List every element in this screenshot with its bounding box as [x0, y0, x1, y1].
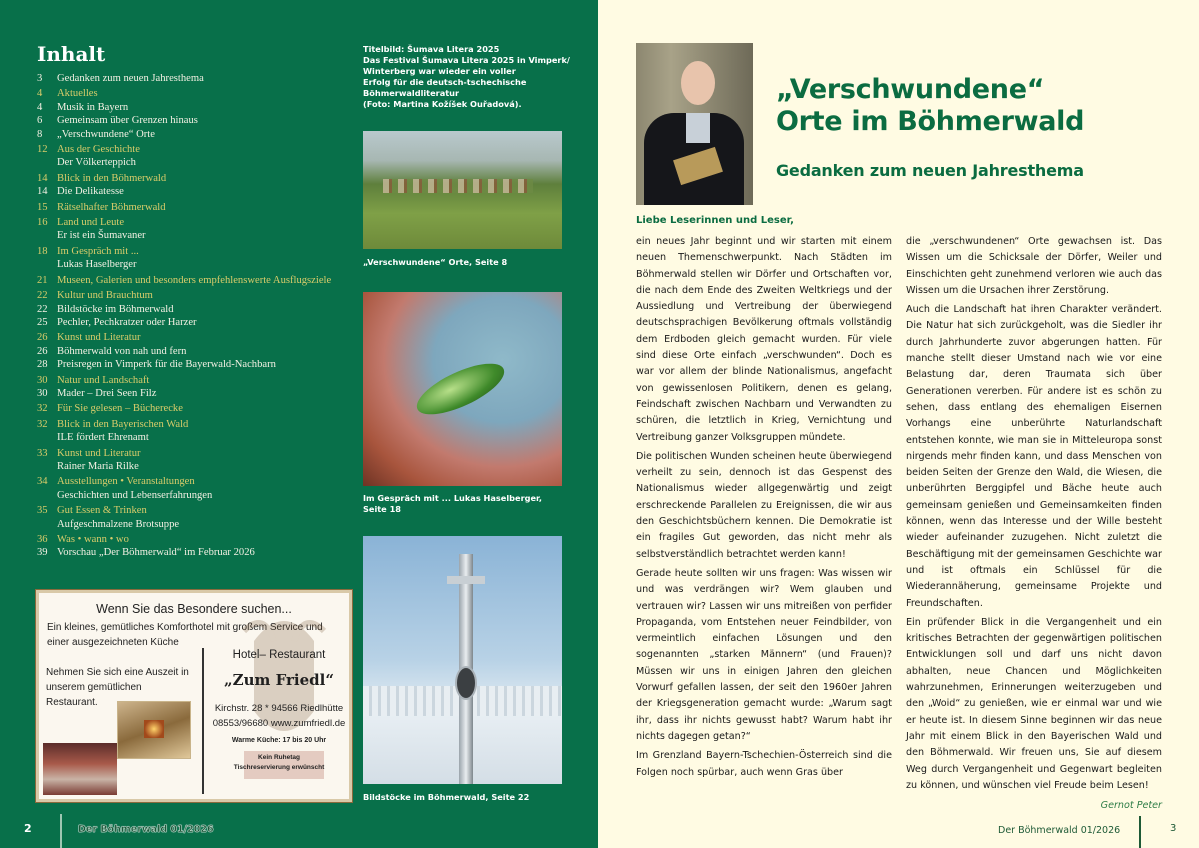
toc-page-number: 36: [37, 534, 48, 545]
toc-entry-title: Bildstöcke im Böhmerwald: [57, 303, 174, 315]
footer-right: [598, 810, 1199, 848]
author-portrait: [636, 43, 753, 205]
toc-entry: [37, 258, 357, 271]
toc-entry-title: Der Völkerteppich: [57, 157, 136, 169]
toc-page-number: 33: [37, 447, 48, 459]
toc-page-number: 32: [37, 418, 48, 430]
toc-entry: [37, 216, 357, 229]
cover-caption-line: Das Festival Šumava Litera 2025 in Vimperk/: [363, 55, 570, 65]
page-number: 3: [1170, 823, 1177, 834]
paragraph: Ein prüfender Blick in die Vergangenheit und ein kritisches Betrachten der gegenwärtigen politischen Entwicklungen soll und darf uns nicht davon abhalten, neue Chancen und Möglichkeiten wahrzunehmen, Erinnerungen weiterzugeben und den „Woid“ zu genießen, wie er einmal war und wie er heute ist. In diesem Sinne beginnen wir das neue Jahr mit einem Blick in den Bayerischen Wald und den Böhmerwald. Wir freuen uns, Sie auf diesem Weg durch Vergangenheit und Gegenwart begleiten zu können, und wünschen viel Freude beim Lesen!: [906, 616, 1162, 791]
toc-entry: [37, 274, 357, 287]
greeting: Liebe Leserinnen und Leser,: [636, 215, 794, 226]
toc-page-number: 21: [37, 274, 48, 286]
toc-page-number: [37, 431, 57, 444]
toc-entry: [37, 345, 357, 358]
village-photo-caption: „Verschwundene“ Orte, Seite 8: [363, 257, 508, 267]
paragraph: Auch die Landschaft hat ihren Charakter verändert. Die Natur hat sich zurückgeholt, was die Siedler ihr durch Jahrhunderte zuvor abgerungen hatten. Für manche stellt dieser Umstand nach wie vor eine Belastung dar, deren Traumata sich über Generationen vererben. Für andere ist es schön zu sehen, dass entlang des ehemaligen Eisernen Vorhangs eine unberührte Naturlandschaft entstehen konnte, wie man sie in Mitteleuropa sonst nirgends mehr finden kann, und dass Menschen von beiden Seiten der Grenze den Wald, die Wiesen, die unberührten Berggipfel und Bäche heute auch gemeinsam genießen und Gemeinsamkeiten finden können, wenn das Interesse und der Wille besteht wieder aufeinander zuzugehen. Nicht zuletzt die Beschäftigung mit der gemeinsamen Geschichte war und ist oftmals ein Schlüssel für die Wiederannäherung, gemeinsame Projekte und Freundschaften.: [906, 304, 1162, 609]
toc-entry: [37, 172, 357, 185]
ad-right-column: [209, 645, 349, 771]
toc-title: Inhalt: [37, 42, 106, 66]
paragraph: ein neues Jahr beginnt und wir starten mit einem neuen Themenschwerpunkt. Nach Städten im Böhmerwald stellen wir Dörfer und Ortschaften vor, die nach dem Ende des Zweiten Weltkriegs und der Aussiedlung und Vertreibung der überwiegend deutschsprachigen Bevölkerung oftmals vollständig dem Erdboden gleich gemacht wurden. Für viele sind diese Orte einfach „verschwunden“. Doch es war vor allem der blinde Nationalismus, angefacht von gewissenlosen Politikern, denen es gelang, Feindschaft zwischen Nachbarn und Verwandten zu schüren, die letztlich in Krieg, Vernichtung und Vertreibung ganzer Volksgruppen mündete.: [636, 236, 892, 443]
toc-page-number: 15: [37, 201, 48, 213]
toc-entry-title: Pechler, Pechkratzer oder Harzer: [57, 316, 197, 328]
toc-entry-title: Musik in Bayern: [57, 101, 129, 113]
portrait-head: [681, 61, 715, 105]
ad-left-text: Nehmen Sie sich eine Auszeit in unserem gemütlichen Restaurant.: [46, 667, 189, 708]
toc-page-number: 12: [37, 144, 48, 156]
toc-entry-title: Kultur und Brauchtum: [57, 290, 153, 302]
toc-entry-title: Gemeinsam über Grenzen hinaus: [57, 115, 198, 127]
beetle-caption-line-1: Im Gespräch mit ... Lukas Haselberger,: [363, 493, 542, 503]
toc-page-number: 22: [37, 290, 48, 302]
toc-page-number: 30: [37, 374, 48, 386]
toc-entry: [37, 518, 357, 531]
toc-page-number: 28: [37, 359, 48, 371]
ad-phone-web: 08553/96680 www.zumfriedl.de: [212, 718, 346, 729]
toc-entry: [37, 447, 357, 460]
toc-entry: [37, 289, 357, 302]
cover-caption-line: Erfolg für die deutsch-tschechische: [363, 77, 527, 87]
cover-caption-line: (Foto: Martina Kožíšek Ouřadová).: [363, 99, 522, 109]
left-page: [0, 0, 598, 848]
toc-page-number: 26: [37, 345, 48, 357]
table-of-contents: [37, 42, 357, 560]
village-photo: [363, 131, 562, 249]
cross-plaque: [455, 666, 477, 700]
toc-entry-title: „Verschwundene“ Orte: [57, 128, 155, 140]
toc-page-number: 25: [37, 316, 48, 328]
beetle-photo-caption: [363, 493, 583, 515]
village-houses: [383, 179, 533, 193]
toc-page-number: 30: [37, 387, 48, 399]
paragraph: Die politischen Wunden scheinen heute überwiegend verheilt zu sein, dennoch ist das Gespenst des Nationalismus wieder allgegenwärtig und zeigt erschreckende Parallelen zu Ereignissen, die wir aus den Geschichtsbüchern kennen. Die Demokratie ist ein fragiles Gut geworden, das nicht mehr als selbstverständlich betrachtet werden kann!: [636, 450, 892, 560]
ad-hotel-name: „Zum Friedl“: [224, 671, 334, 689]
article-subtitle: Gedanken zum neuen Jahresthema: [776, 161, 1084, 180]
toc-entry: [37, 316, 357, 329]
toc-entry-title: Für Sie gelesen – Bücherecke: [57, 403, 183, 415]
cover-caption: [363, 44, 583, 110]
toc-page-number: 18: [37, 245, 48, 257]
toc-page-number: 26: [37, 332, 48, 344]
toc-entry: [37, 387, 357, 400]
ad-headline: Wenn Sie das Besondere suchen...: [96, 602, 292, 616]
toc-entry-title: Was • wann • wo: [57, 534, 129, 545]
toc-entry-title: Rätselhafter Böhmerwald: [57, 201, 166, 213]
toc-entry-title: Vorschau „Der Böhmerwald“ im Februar 2026: [57, 547, 255, 559]
article-column-1: [636, 234, 892, 784]
toc-entry-title: Böhmerwald von nah und fern: [57, 345, 187, 357]
toc-entry: [37, 546, 357, 559]
toc-entry-title: Ausstellungen • Veranstaltungen: [57, 476, 195, 488]
toc-entry: [37, 87, 357, 100]
right-page: [598, 0, 1199, 848]
toc-entry: [37, 331, 357, 344]
ad-address: Kirchstr. 28 * 94566 Riedlhütte: [214, 703, 344, 714]
cover-caption-line: Böhmerwaldliteratur: [363, 88, 459, 98]
toc-entry-title: Gedanken zum neuen Jahresthema: [57, 73, 204, 84]
cross-bar: [447, 576, 485, 584]
toc-entry: [37, 418, 357, 431]
ad-subline-2: einer ausgezeichneten Küche: [47, 637, 179, 648]
article-title: [776, 74, 1176, 138]
toc-entry: [37, 143, 357, 156]
paragraph: die „verschwundenen“ Orte gewachsen ist. Das Wissen um die Schicksale der Dörfer, Weiler und Einschichten geht zunehmend verloren wie auch das Wissen um die Ursachen ihrer Zerstörung.: [906, 236, 1162, 296]
toc-page-number: 16: [37, 217, 48, 229]
toc-entry-title: Land und Leute: [57, 217, 125, 229]
toc-page-number: [37, 518, 57, 531]
toc-entry: [37, 229, 357, 242]
wayside-cross-photo: [363, 536, 562, 784]
toc-page-number: [37, 489, 57, 502]
ad-reservation: Tischreservierung erwünscht: [233, 764, 325, 771]
toc-entry-title: Natur und Landschaft: [57, 374, 150, 386]
ad-subline-1: Ein kleines, gemütliches Komforthotel mit großem Service und: [47, 622, 323, 633]
toc-page-number: 4: [37, 88, 43, 100]
toc-page-number: 39: [37, 547, 48, 559]
ad-kitchen-hours: Warme Küche: 17 bis 20 Uhr: [231, 737, 327, 744]
title-line-2: Orte im Böhmerwald: [776, 106, 1085, 137]
beetle-caption-line-2: Seite 18: [363, 504, 401, 514]
toc-entry-title: Rainer Maria Rilke: [57, 460, 139, 472]
toc-page-number: 3: [37, 73, 43, 84]
paragraph: Im Grenzland Bayern-Tschechien-Österreich sind die Folgen noch spürbar, auch wenn Gras über: [636, 750, 892, 778]
article-column-2: [906, 234, 1162, 814]
toc-entry: [37, 374, 357, 387]
toc-entry: [37, 533, 357, 546]
fireplace-photo: [117, 701, 191, 759]
toc-entry-title: Im Gespräch mit ...: [57, 245, 139, 257]
toc-entry-title: Mader – Drei Seen Filz: [57, 387, 157, 399]
toc-page-number: 32: [37, 403, 48, 415]
toc-entry: [37, 245, 357, 258]
footer-divider: [1139, 816, 1141, 848]
toc-entry-title: Aktuelles: [57, 88, 98, 100]
toc-entry-title: Geschichten und Lebenserfahrungen: [57, 489, 213, 501]
toc-page-number: 14: [37, 186, 48, 198]
title-line-1: „Verschwundene“: [776, 74, 1045, 105]
toc-entry-title: Blick in den Bayerischen Wald: [57, 418, 189, 430]
page-number: 2: [24, 822, 32, 835]
toc-page-number: 35: [37, 505, 48, 517]
toc-page-number: 8: [37, 128, 43, 140]
cover-caption-line: Titelbild: Šumava Litera 2025: [363, 44, 500, 54]
toc-entry: [37, 128, 357, 141]
toc-entry: [37, 460, 357, 473]
toc-entry: [37, 185, 357, 198]
toc-page-number: [37, 156, 57, 169]
toc-entry-title: Die Delikatesse: [57, 186, 124, 198]
magazine-issue: Der Böhmerwald 01/2026: [78, 824, 214, 835]
toc-entry: [37, 114, 357, 127]
toc-entry-title: Aus der Geschichte: [57, 144, 140, 156]
toc-entry-title: Er ist ein Šumavaner: [57, 230, 146, 242]
toc-page-number: 34: [37, 476, 48, 488]
hotel-advertisement: [36, 590, 352, 802]
toc-entry-title: ILE fördert Ehrenamt: [57, 432, 149, 444]
toc-page-number: 6: [37, 115, 43, 127]
toc-entry: [37, 475, 357, 488]
footer-left: [0, 810, 598, 848]
toc-entry-title: Preisregen in Vimperk für die Bayerwald-Nachbarn: [57, 359, 276, 371]
author-signature: Gernot Peter: [1100, 800, 1162, 812]
ad-no-closing-day: Kein Ruhetag: [258, 754, 300, 761]
beetle-photo: [363, 292, 562, 486]
toc-entry: [37, 72, 357, 85]
toc-page-number: [37, 229, 57, 242]
toc-entry: [37, 201, 357, 214]
cover-caption-line: Winterberg war wieder ein voller: [363, 66, 516, 76]
toc-entry: [37, 504, 357, 517]
toc-entry-title: Lukas Haselberger: [57, 259, 137, 271]
portrait-shirt: [686, 113, 710, 143]
toc-list: [37, 72, 357, 560]
toc-entry: [37, 358, 357, 371]
toc-entry: [37, 489, 357, 502]
toc-page-number: [37, 258, 57, 271]
toc-page-number: 4: [37, 101, 43, 113]
paragraph: Gerade heute sollten wir uns fragen: Was wissen wir und was verdrängen wir? Wem glauben und vertrauen wir? Lassen wir uns mitreißen von perfider Propaganda, vom Entstehen neuer Feindbilder, von vermeintlich einfachen Lösungen und den sogenannten „starken Männern“ (und Frauen)? Müssen wir uns in einigen Jahren den gleichen Vorwurf gefallen lassen, der seit den 1960er Jahren der Kriegsgeneration gemacht wurde: „Warum sagt ihr, dass ihr nichts gewusst habt? Warum habt ihr nichts dagegen getan?“: [636, 567, 892, 742]
beetle-shape: [410, 354, 510, 425]
toc-entry: [37, 402, 357, 415]
toc-entry-title: Kunst und Literatur: [57, 447, 141, 459]
magazine-issue: Der Böhmerwald 01/2026: [998, 825, 1121, 836]
toc-page-number: 14: [37, 172, 48, 184]
toc-entry-title: Museen, Galerien und besonders empfehlenswerte Ausflugsziele: [57, 274, 332, 286]
restaurant-photo: [43, 743, 117, 795]
toc-page-number: [37, 460, 57, 473]
toc-entry: [37, 101, 357, 114]
toc-entry: [37, 303, 357, 316]
ad-divider: [202, 648, 204, 794]
toc-entry: [37, 431, 357, 444]
toc-entry-title: Aufgeschmalzene Brotsuppe: [57, 518, 180, 530]
cross-photo-caption: Bildstöcke im Böhmerwald, Seite 22: [363, 792, 530, 802]
ad-hotel-label: Hotel– Restaurant: [232, 649, 326, 661]
footer-divider: [60, 814, 62, 848]
toc-entry: [37, 156, 357, 169]
fireplace-glow: [144, 720, 164, 738]
toc-entry-title: Kunst und Literatur: [57, 332, 141, 344]
toc-entry-title: Blick in den Böhmerwald: [57, 172, 167, 184]
toc-page-number: 22: [37, 303, 48, 315]
toc-entry-title: Gut Essen & Trinken: [57, 505, 147, 517]
